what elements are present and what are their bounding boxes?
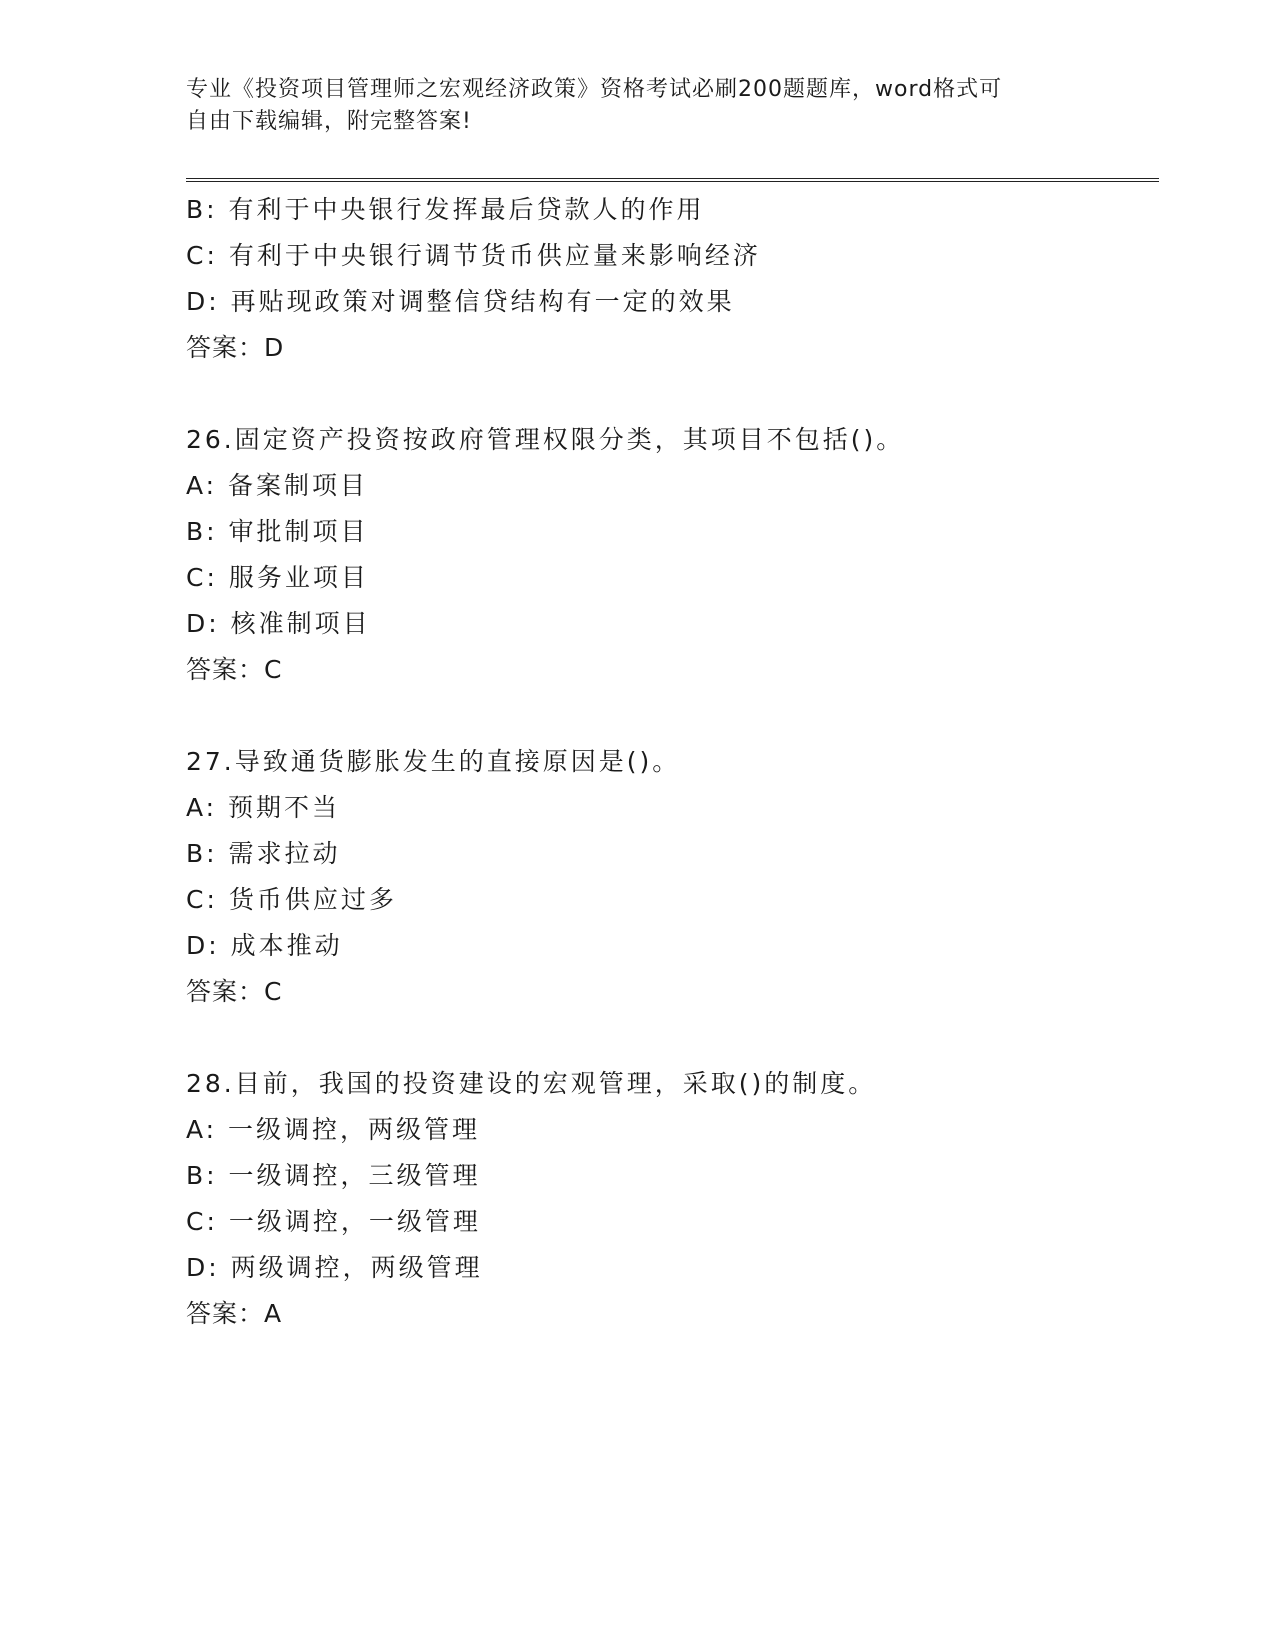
question-25	[186, 187, 1159, 371]
question-stem: 26.固定资产投资按政府管理权限分类，其项目不包括()。	[186, 425, 905, 454]
question-stem: 28.目前，我国的投资建设的宏观管理，采取()的制度。	[186, 1069, 877, 1098]
answer: 答案：C	[186, 977, 283, 1006]
option-b: B: 需求拉动	[186, 839, 341, 868]
option-b: B: 审批制项目	[186, 517, 369, 546]
question-stem: 27.导致通货膨胀发生的直接原因是()。	[186, 747, 681, 776]
header-line-2: 自由下载编辑，附完整答案!	[186, 109, 472, 134]
answer: 答案：A	[186, 1299, 283, 1328]
option-c: C: 服务业项目	[186, 563, 369, 592]
option-b: B: 一级调控，三级管理	[186, 1161, 481, 1190]
question-28	[186, 1061, 1159, 1337]
question-26	[186, 417, 1159, 693]
header-line-1: 专业《投资项目管理师之宏观经济政策》资格考试必刷200题题库，word格式可	[186, 77, 1003, 102]
option-a: A: 备案制项目	[186, 471, 369, 500]
option-d: D: 成本推动	[186, 931, 343, 960]
option-d: D: 再贴现政策对调整信贷结构有一定的效果	[186, 287, 735, 316]
option-b: B: 有利于中央银行发挥最后贷款人的作用	[186, 195, 705, 224]
document-header	[186, 74, 1086, 138]
spacer	[186, 371, 1159, 417]
option-a: A: 一级调控，两级管理	[186, 1115, 481, 1144]
option-a: A: 预期不当	[186, 793, 341, 822]
answer: 答案：D	[186, 333, 285, 362]
option-d: D: 核准制项目	[186, 609, 371, 638]
question-list	[186, 187, 1159, 1337]
option-d: D: 两级调控，两级管理	[186, 1253, 483, 1282]
question-27	[186, 739, 1159, 1015]
spacer	[186, 693, 1159, 739]
option-c: C: 有利于中央银行调节货币供应量来影响经济	[186, 241, 761, 270]
option-c: C: 货币供应过多	[186, 885, 397, 914]
header-divider	[186, 178, 1159, 182]
spacer	[186, 1015, 1159, 1061]
answer: 答案：C	[186, 655, 283, 684]
option-c: C: 一级调控，一级管理	[186, 1207, 481, 1236]
